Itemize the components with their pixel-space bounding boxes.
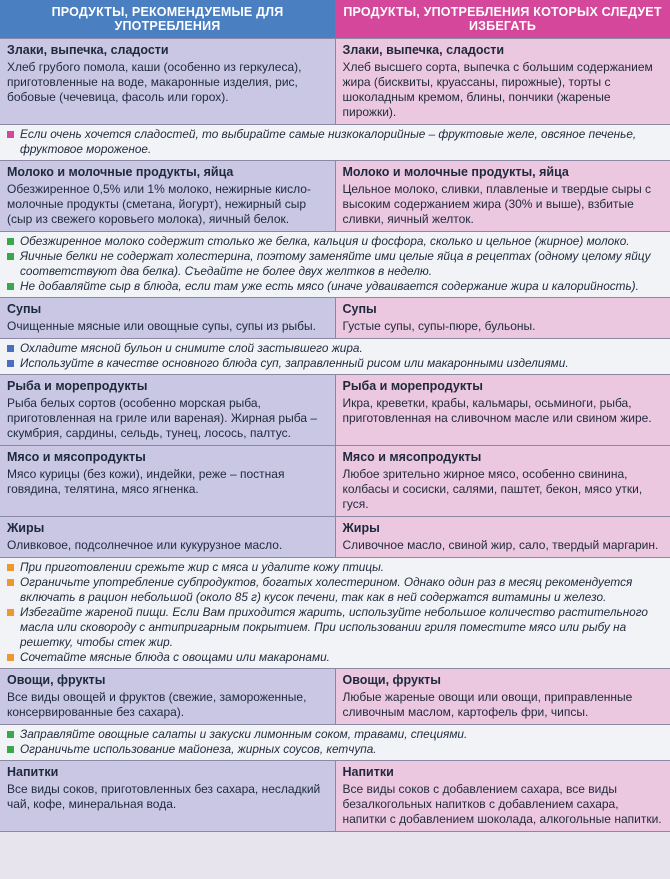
recommended-cell [0,375,336,445]
square-bullet-icon [7,609,14,616]
tips-block [0,557,670,668]
tip-item [7,605,663,650]
tip-text: При приготовлении срежьте жир с мяса и удалите кожу птицы. [20,560,385,574]
recommended-cell [0,446,336,516]
tip-item [7,341,663,356]
category-title: Напитки [7,765,59,779]
square-bullet-icon [7,654,14,661]
category-title: Молоко и молочные продукты, яйца [7,165,234,179]
category-text: Оливковое, подсолнечное или кукурузное масло. [7,538,283,552]
square-bullet-icon [7,731,14,738]
tip-text: Охладите мясной бульон и снимите слой застывшего жира. [20,341,363,355]
category-text: Любое зрительно жирное мясо, особенно свинина, колбасы и сосиски, салями, паштет, бекон, мясо утки, гуся. [342,467,643,511]
table-body [0,38,670,832]
tip-item [7,650,663,665]
avoid-cell [336,298,670,338]
category-title: Жиры [7,521,45,535]
tips-block [0,724,670,760]
tip-text: Не добавляйте сыр в блюда, если там уже есть мясо (иначе удваивается содержание жира и калорийность). [20,279,639,293]
square-bullet-icon [7,579,14,586]
tip-text: Ограничьте использование майонеза, жирных соусов, кетчупа. [20,742,377,756]
header-recommended: ПРОДУКТЫ, РЕКОМЕНДУЕМЫЕ ДЛЯ УПОТРЕБЛЕНИЯ [0,0,335,38]
recommended-cell [0,39,336,124]
tip-text: Используйте в качестве основного блюда суп, заправленный рисом или макаронными изделиями. [20,356,569,370]
category-title: Мясо и мясопродукты [342,450,482,464]
category-title: Овощи, фрукты [342,673,441,687]
tips-block [0,124,670,160]
category-text: Цельное молоко, сливки, плавленые и твердые сыры с высоким содержанием жира (30% и выше), взбитые сливки, яичный желток. [342,182,652,226]
tip-item [7,742,663,757]
category-text: Все виды соков с добавлением сахара, все виды безалкогольных напитков с добавлением сахара, напитки с добавлением шоколада, алкогольные напитки. [342,782,662,826]
square-bullet-icon [7,131,14,138]
category-title: Супы [7,302,42,316]
tip-item [7,575,663,605]
category-text: Икра, креветки, крабы, кальмары, осьминоги, рыба, приготовленная на сливочном масле или свином жире. [342,396,652,425]
category-text: Любые жареные овощи или овощи, приправленные сливочным маслом, картофель фри, чипсы. [342,690,633,719]
avoid-cell [336,39,670,124]
recommended-cell [0,669,336,724]
avoid-cell [336,517,670,557]
tip-item [7,234,663,249]
square-bullet-icon [7,345,14,352]
table-row [0,38,670,124]
recommended-cell [0,161,336,231]
tip-item [7,560,663,575]
tips-block [0,338,670,374]
table-row [0,374,670,445]
tip-item [7,279,663,294]
table-header [0,0,670,38]
header-avoid: ПРОДУКТЫ, УПОТРЕБЛЕНИЯ КОТОРЫХ СЛЕДУЕТ ИЗБЕГАТЬ [335,0,670,38]
category-text: Обезжиренное 0,5% или 1% молоко, нежирные кисло-молочные продукты (сметана, йогурт), нежирный сыр (сыр из свежего коровьего молока), яичный белок. [7,182,311,226]
category-text: Все виды овощей и фруктов (свежие, замороженные, консервированные без сахара). [7,690,307,719]
category-text: Очищенные мясные или овощные супы, супы из рыбы. [7,319,316,333]
tip-item [7,249,663,279]
square-bullet-icon [7,253,14,260]
square-bullet-icon [7,238,14,245]
tip-text: Ограничьте употребление субпродуктов, богатых холестерином. Однако один раз в месяц рекомендуется включать в рацион небольшой (около 85 г) кусок печени, так как в ней содержатся витамины и железо. [20,575,633,604]
table-row [0,297,670,338]
category-text: Густые супы, супы-пюре, бульоны. [342,319,536,333]
category-title: Напитки [342,765,394,779]
tip-text: Заправляйте овощные салаты и закуски лимонным соком, травами, специями. [20,727,468,741]
tip-item [7,356,663,371]
recommended-cell [0,298,336,338]
tip-text: Яичные белки не содержат холестерина, поэтому заменяйте ими целые яйца в рецептах (одному целому яйцу соответствуют два белка). Съедайте не более двух желтков в неделю. [20,249,651,278]
square-bullet-icon [7,746,14,753]
category-text: Мясо курицы (без кожи), индейки, реже – постная говядина, телятина, мясо ягненка. [7,467,285,496]
category-text: Рыба белых сортов (особенно морская рыба, приготовленная на гриле или вареная). Жирная рыба – скумбрия, сардины, сельдь, тунец, лосось, палтус. [7,396,318,440]
tips-block [0,231,670,297]
category-title: Злаки, выпечка, сладости [342,43,505,57]
category-text: Хлеб грубого помола, каши (особенно из геркулеса), приготовленные на воде, макаронные изделия, рис, бобовые (чечевица, фасоль или горох). [7,60,302,104]
square-bullet-icon [7,564,14,571]
category-title: Молоко и молочные продукты, яйца [342,165,569,179]
avoid-cell [336,669,670,724]
tip-text: Сочетайте мясные блюда с овощами или макаронами. [20,650,330,664]
category-title: Жиры [342,521,380,535]
tip-item [7,127,663,157]
tip-item [7,727,663,742]
tip-text: Избегайте жареной пищи. Если Вам приходится жарить, используйте небольшое количество растительного масла или сковороду с антипригарным покрытием. При использовании гриля поместите мясо или рыбу на решетку, чтобы стек жир. [20,605,648,649]
recommended-cell [0,761,336,831]
table-row [0,160,670,231]
table-row [0,445,670,516]
category-title: Рыба и морепродукты [342,379,483,393]
category-text: Хлеб высшего сорта, выпечка с большим содержанием жира (бисквиты, круассаны, пирожные), торты с шоколадным кремом, блины, пончики (жареные пирожки). [342,60,653,119]
category-title: Мясо и мясопродукты [7,450,146,464]
category-title: Овощи, фрукты [7,673,106,687]
tip-text: Если очень хочется сладостей, то выбирайте самые низкокалорийные – фруктовые желе, овсяное печенье, фруктовое мороженое. [20,127,637,156]
avoid-cell [336,161,670,231]
table-row [0,516,670,557]
table-row [0,760,670,832]
category-text: Сливочное масло, свиной жир, сало, твердый маргарин. [342,538,659,552]
square-bullet-icon [7,283,14,290]
recommended-cell [0,517,336,557]
category-text: Все виды соков, приготовленных без сахара, несладкий чай, кофе, минеральная вода. [7,782,321,811]
avoid-cell [336,446,670,516]
table-row [0,668,670,724]
tip-text: Обезжиренное молоко содержит столько же белка, кальция и фосфора, сколько и цельное (жирное) молоко. [20,234,630,248]
category-title: Злаки, выпечка, сладости [7,43,169,57]
category-title: Рыба и морепродукты [7,379,148,393]
category-title: Супы [342,302,377,316]
avoid-cell [336,761,670,831]
square-bullet-icon [7,360,14,367]
avoid-cell [336,375,670,445]
